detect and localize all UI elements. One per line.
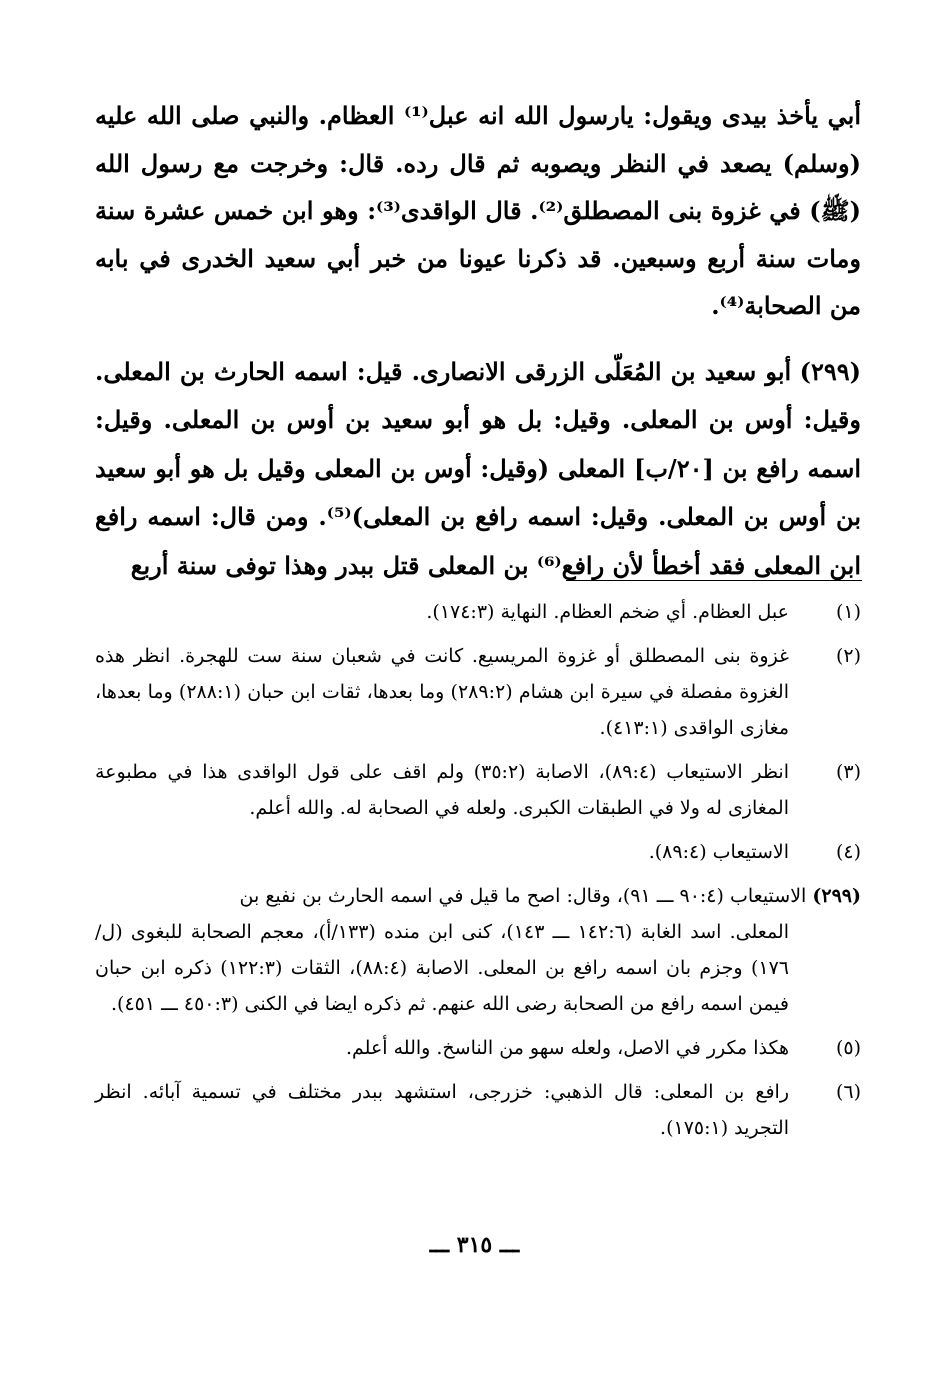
biography-entry bbox=[95, 348, 861, 591]
footnote-text-continued: المعلى. اسد الغابة (١٤٢:٦ ـــ ١٤٣)، كنى ابن منده (١٣٣/أ)، معجم الصحابة للبغوى (ل/١٧٦) وجزم بان اسمه رافع بن المعلى. الاصابة (٨٨:٤)، الثقات (١٢٢:٣) ذكره ابن حبان فيمن اسمه رافع من الصحابة رضى الله عنهم. ثم ذكره ايضا في الكنى (٤٥٠:٣ ـــ ٤٥١). bbox=[95, 921, 790, 1015]
footnote-text: انظر الاستيعاب (٨٩:٤)، الاصابة (٣٥:٢) ولم اقف على قول الواقدى هذا في مطبوعة المغازى له ولا في الطبقات الكبرى. ولعله في الصحابة له. والله أعلم. bbox=[95, 761, 789, 819]
footnote-number: (١) bbox=[835, 601, 861, 623]
footnote-text: رافع بن المعلى: قال الذهبي: خزرجى، استشهد ببدر مختلف في تسمية آبائه. انظر التجريد (١٧٥:١). bbox=[95, 1081, 789, 1139]
footnote-text: الاستيعاب (٩٠:٤ ـــ ٩١)، وقال: اصح ما قيل في اسمه الحارث بن نفيع بن bbox=[239, 885, 807, 907]
entry-text: أبو سعيد بن المُعَلّى الزرقى الانصارى. قيل: اسمه الحارث بن المعلى. وقيل: أوس بن المعلى. وقيل: بل هو أبو سعيد بن أوس بن المعلى. وقيل: اسمه رافع بن [٢٠/ب] المعلى (وقيل: أوس بن المعلى وقيل بل هو أبو سعيد بن أوس بن المعلى. وقيل: اسمه رافع بن المعلى)⁽⁵⁾. ومن قال: اسمه رافع ابن المعلى فقد أخطأ لأن رافع⁽⁶⁾ بن المعلى قتل ببدر وهذا توفى سنة أربع bbox=[95, 356, 862, 580]
footnote-4 bbox=[95, 834, 861, 870]
footnote-1 bbox=[95, 594, 861, 630]
footnote-text: هكذا مكرر في الاصل، ولعله سهو من الناسخ. والله أعلم. bbox=[345, 1037, 789, 1059]
footnote-number: (٦) bbox=[835, 1081, 861, 1103]
footnote-text: غزوة بنى المصطلق أو غزوة المريسيع. كانت في شعبان سنة ست للهجرة. انظر هذه الغزوة مفصلة في سيرة ابن هشام (٢٨٩:٢) وما بعدها، ثقات ابن حبان (٢٨٨:١) وما بعدها، مغازى الواقدى (٤١٣:١). bbox=[95, 645, 789, 739]
footnote-divider bbox=[566, 580, 862, 581]
footnote-number: (٢٩٩) bbox=[812, 885, 861, 907]
footnote-2 bbox=[95, 638, 861, 746]
footnote-number: (٥) bbox=[835, 1037, 861, 1059]
footnote-number: (٣) bbox=[835, 761, 861, 783]
footnote-entry-299 bbox=[95, 878, 861, 1022]
footnote-3 bbox=[95, 754, 861, 826]
main-text bbox=[95, 92, 861, 590]
footnote-number: (٢) bbox=[835, 645, 861, 667]
footnote-text: عبل العظام. أي ضخم العظام. النهاية (١٧٤:٣). bbox=[426, 601, 789, 623]
entry-number: (٢٩٩) bbox=[799, 356, 861, 386]
footnote-5 bbox=[95, 1030, 861, 1066]
footnotes-section bbox=[95, 594, 861, 1154]
footnote-text: الاستيعاب (٨٩:٤). bbox=[648, 841, 789, 863]
page-number: ـــ ٣١٥ ـــ bbox=[429, 1232, 520, 1258]
footnote-6 bbox=[95, 1074, 861, 1146]
footnote-number: (٤) bbox=[835, 841, 861, 863]
main-paragraph-1: أبي يأخذ بيدى ويقول: يارسول الله انه عبل⁽¹⁾ العظام. والنبي صلى الله عليه (وسلم) يصعد في النظر ويصوبه ثم قال رده. قال: وخرجت مع رسول الله (ﷺ) في غزوة بنى المصطلق⁽²⁾. قال الواقدى⁽³⁾: وهو ابن خمس عشرة سنة ومات سنة أربع وسبعين. قد ذكرنا عيونا من خبر أبي سعيد الخدرى في بابه من الصحابة⁽⁴⁾. bbox=[95, 101, 862, 320]
